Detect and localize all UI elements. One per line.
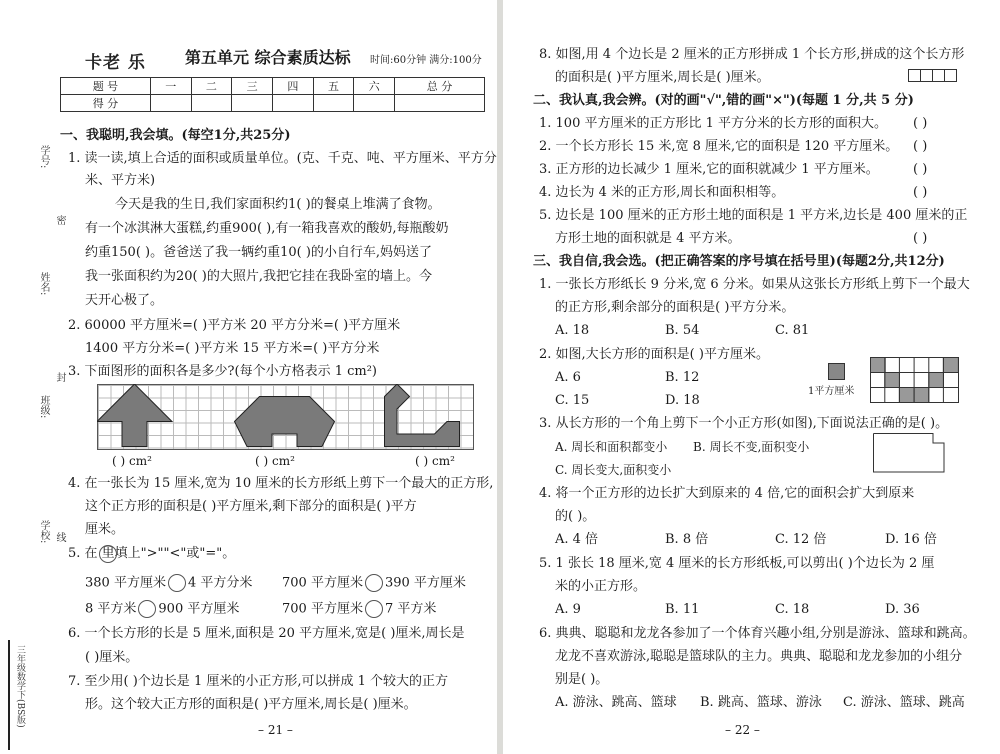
- score-cell: 三: [232, 78, 273, 95]
- choice-question: 的( )。: [555, 509, 596, 524]
- q6-line: ( )厘米。: [85, 650, 139, 665]
- compare-circle[interactable]: [365, 600, 383, 618]
- score-input-cell[interactable]: [354, 95, 395, 112]
- choice-question: 别是( )。: [555, 672, 609, 687]
- score-table: [60, 77, 485, 112]
- compare-circle[interactable]: [138, 600, 156, 618]
- choice-option[interactable]: D. 18: [665, 393, 700, 408]
- right-page: [503, 0, 1000, 754]
- q5-value: 4 平方分米: [187, 575, 253, 591]
- choice-option[interactable]: C. 周长变大,面积变小: [555, 463, 672, 477]
- choice-question: 的正方形,剩余部分的面积是( )平方分米。: [555, 300, 795, 315]
- q5-value: 700 平方厘米: [282, 601, 363, 617]
- choice-option[interactable]: A. 6: [555, 370, 581, 385]
- seal-mark-feng: 封: [54, 372, 65, 382]
- q5-value: 390 平方厘米: [384, 575, 466, 591]
- choice-question: 龙龙不喜欢游泳,聪聪是篮球队的主力。典典、聪聪和龙龙参加的小组分: [555, 649, 963, 664]
- q5-item: [85, 600, 239, 618]
- q5-item: [85, 574, 252, 592]
- book-label: 三年级数学下(BS版): [15, 645, 25, 728]
- q5-value: 8 平方米: [85, 601, 137, 617]
- score-input-cell[interactable]: [232, 95, 273, 112]
- score-cell: 四: [272, 78, 313, 95]
- score-input-cell[interactable]: [272, 95, 313, 112]
- q8-line: 的面积是( )平方厘米,周长是( )厘米。: [555, 70, 770, 85]
- score-cell: 一: [150, 78, 191, 95]
- q1-line: 我一张面积约为20( )的大照片,我把它挂在我卧室的墙上。今: [85, 269, 432, 284]
- section-1-heading: 一、我聪明,我会填。(每空1分,共25分): [60, 128, 291, 143]
- choice-option[interactable]: D. 36: [885, 602, 920, 617]
- unit-square-label: 1平方厘米: [808, 386, 855, 397]
- choice-question: 米的小正方形。: [555, 579, 647, 594]
- judge-answer[interactable]: ( ): [913, 116, 928, 131]
- q4-line: 4. 在一张长为 15 厘米,宽为 10 厘米的长方形纸上剪下一个最大的正方形,: [68, 476, 494, 491]
- page-title: 第五单元 综合素质达标: [185, 48, 351, 67]
- choice-question: 3. 从长方形的一个角上剪下一个小正方形(如图),下面说法正确的是( )。: [539, 416, 949, 431]
- choice-option[interactable]: C. 81: [775, 323, 810, 338]
- student-name-label: 姓名:: [38, 272, 49, 296]
- q3-answer-2[interactable]: ( ) cm²: [255, 454, 295, 468]
- q5-value: 700 平方厘米: [282, 575, 363, 591]
- judge-item: 3. 正方形的边长减少 1 厘米,它的面积就减少 1 平方厘米。: [539, 162, 879, 177]
- score-input-cell[interactable]: [191, 95, 232, 112]
- choice-option[interactable]: B. 周长不变,面积变小: [693, 440, 810, 454]
- judge-answer[interactable]: ( ): [913, 231, 928, 246]
- q1-line: 天开心极了。: [85, 293, 164, 308]
- choice-option[interactable]: B. 11: [665, 602, 700, 617]
- q5-line: 5. 在 里填上">""<"或"="。: [68, 546, 236, 561]
- q3-line: 3. 下面图形的面积各是多少?(每个小方格表示 1 cm²): [68, 364, 378, 379]
- judge-item: 方形土地的面积就是 4 平方米。: [555, 231, 741, 246]
- choice-option[interactable]: C. 12 倍: [775, 532, 827, 547]
- q1-line: 1. 读一读,填上合适的面积或质量单位。(克、千克、吨、平方厘米、平方分: [68, 151, 497, 166]
- score-cell: 五: [313, 78, 354, 95]
- compare-circle[interactable]: [168, 574, 186, 592]
- q4-line: 厘米。: [85, 522, 125, 537]
- score-input-cell[interactable]: [150, 95, 191, 112]
- compare-circle[interactable]: [365, 574, 383, 592]
- exam-meta: 时间:60分钟 满分:100分: [370, 55, 482, 66]
- choice-question: 4. 将一个正方形的边长扩大到原来的 4 倍,它的面积会扩大到原来: [539, 486, 915, 501]
- choice-option[interactable]: A. 9: [555, 602, 581, 617]
- q7-line: 7. 至少用( )个边长是 1 厘米的小正方形,可以拼成 1 个较大的正方: [68, 674, 449, 689]
- page-number: – 22 –: [725, 723, 760, 737]
- q3-answer-1[interactable]: ( ) cm²: [112, 454, 152, 468]
- choice-question: 5. 1 张长 18 厘米,宽 4 厘米的长方形纸板,可以剪出( )个边长为 2 厘: [539, 556, 935, 571]
- choice-option[interactable]: B. 12: [665, 370, 700, 385]
- choice-question: 1. 一张长方形纸长 9 分米,宽 6 分米。如果从这张长方形纸上剪下一个最大: [539, 277, 970, 292]
- q4-line: 这个正方形的面积是( )平方厘米,剩下部分的面积是( )平方: [85, 499, 417, 514]
- brand-logo: 卡老 乐: [85, 53, 146, 73]
- q8-line: 8. 如图,用 4 个边长是 2 厘米的正方形拼成 1 个长方形,拼成的这个长方形: [539, 47, 965, 62]
- section-2-heading: 二、我认真,我会辨。(对的画"√",错的画"×")(每题 1 分,共 5 分): [533, 93, 914, 108]
- choice-option[interactable]: D. 16 倍: [885, 532, 937, 547]
- choice-option[interactable]: C. 15: [555, 393, 590, 408]
- compare-circle[interactable]: [99, 545, 117, 563]
- score-cell: 二: [191, 78, 232, 95]
- choice-option[interactable]: C. 18: [775, 602, 810, 617]
- choice-option[interactable]: B. 8 倍: [665, 532, 709, 547]
- score-cell: 得 分: [61, 95, 151, 112]
- seal-mark-xian: 线: [54, 532, 65, 542]
- q3-answer-3[interactable]: ( ) cm²: [415, 454, 455, 468]
- q1-line: 今天是我的生日,我们家面积约1( )的餐桌上堆满了食物。: [115, 197, 441, 212]
- q5-item: [282, 574, 466, 592]
- judge-item: 1. 100 平方厘米的正方形比 1 平方分米的长方形的面积大。: [539, 116, 888, 131]
- score-input-cell[interactable]: [395, 95, 485, 112]
- student-id-label: 学号:: [38, 145, 49, 169]
- area-shapes: [97, 384, 474, 450]
- score-input-cell[interactable]: [313, 95, 354, 112]
- cut-rectangle-figure: [873, 433, 945, 473]
- q1-line: 有一个冰淇淋大蛋糕,约重900( ),有一箱我喜欢的酸奶,每瓶酸奶: [85, 221, 449, 236]
- q5-item: [282, 600, 436, 618]
- q5-value: 380 平方厘米: [85, 575, 166, 591]
- judge-answer[interactable]: ( ): [913, 139, 928, 154]
- arrow-shape: [97, 384, 172, 447]
- page-number: – 21 –: [258, 723, 293, 737]
- class-label: 班级:: [38, 395, 49, 419]
- q5-value: 900 平方厘米: [158, 601, 240, 617]
- seal-mark-mi: 密: [54, 215, 65, 225]
- school-label: 学校:: [38, 520, 49, 544]
- q1-line: 米、平方米): [85, 173, 156, 188]
- judge-answer[interactable]: ( ): [913, 185, 928, 200]
- choice-option[interactable]: A. 18: [555, 323, 590, 338]
- judge-answer[interactable]: ( ): [913, 162, 928, 177]
- score-cell: 题 号: [61, 78, 151, 95]
- judge-item: 5. 边长是 100 厘米的正方形土地的面积是 1 平方米,边长是 400 厘米的正: [539, 208, 968, 223]
- score-cell: 六: [354, 78, 395, 95]
- q2-line: 1400 平方分米=( )平方米 15 平方米=( )平方分米: [85, 341, 380, 356]
- judge-item: 2. 一个长方形长 15 米,宽 8 厘米,它的面积是 120 平方厘米。: [539, 139, 899, 154]
- choice-question: 6. 典典、聪聪和龙龙各参加了一个体育兴趣小组,分别是游泳、篮球和跳高。: [539, 626, 976, 641]
- choice-option[interactable]: B. 54: [665, 323, 700, 338]
- score-table-score-row: [61, 95, 485, 112]
- q7-line: 形。这个较大正方形的面积是( )平方厘米,周长是( )厘米。: [85, 697, 417, 712]
- unit-square-figure: [828, 363, 846, 381]
- choice-option[interactable]: B. 跳高、篮球、游泳: [700, 695, 822, 710]
- hook-shape: [385, 384, 460, 447]
- score-table-header-row: [61, 78, 485, 95]
- q1-line: 约重150( )。爸爸送了我一辆约重10( )的小自行车,妈妈送了: [85, 245, 433, 260]
- q5-value: 7 平方米: [384, 601, 437, 617]
- score-cell: 总 分: [395, 78, 485, 95]
- judge-item: 4. 边长为 4 米的正方形,周长和面积相等。: [539, 185, 785, 200]
- four-squares-figure: [908, 69, 958, 82]
- choice-option[interactable]: A. 游泳、跳高、篮球: [555, 695, 677, 710]
- choice-question: 2. 如图,大长方形的面积是( )平方厘米。: [539, 347, 769, 362]
- section-3-heading: 三、我自信,我会选。(把正确答案的序号填在括号里)(每题2分,共12分): [533, 254, 945, 269]
- staircase-figure: [870, 357, 960, 404]
- car-shape: [235, 397, 335, 447]
- left-page: [0, 0, 497, 754]
- choice-option[interactable]: A. 4 倍: [555, 532, 599, 547]
- q6-line: 6. 一个长方形的长是 5 厘米,面积是 20 平方厘米,宽是( )厘米,周长是: [68, 626, 465, 641]
- choice-option[interactable]: A. 周长和面积都变小: [555, 440, 668, 454]
- choice-option[interactable]: C. 游泳、篮球、跳高: [843, 695, 965, 710]
- q2-line: 2. 60000 平方厘米=( )平方米 20 平方分米=( )平方厘米: [68, 318, 401, 333]
